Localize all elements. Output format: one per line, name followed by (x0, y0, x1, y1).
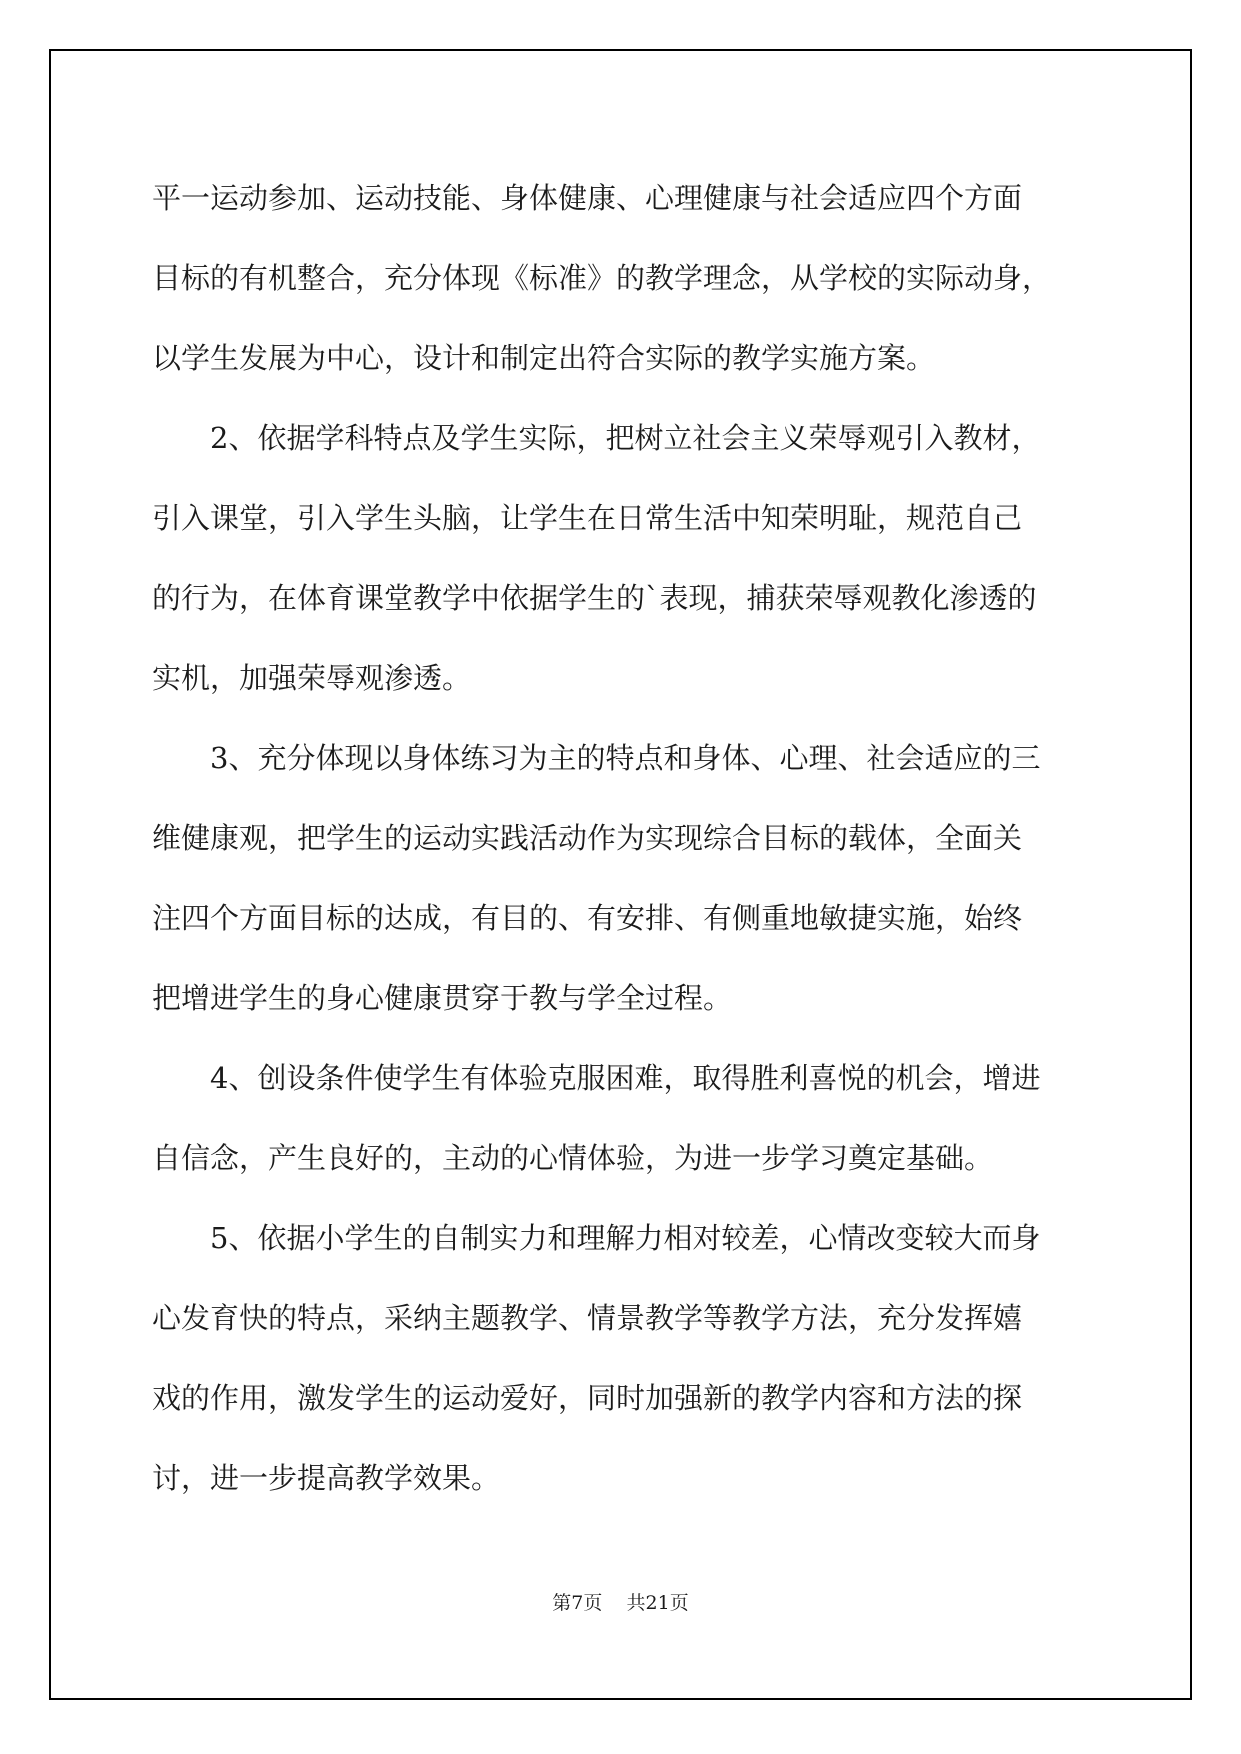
text-line: 把增进学生的身心健康贯穿于教与学全过程。 (152, 981, 733, 1015)
text-line: 引入课堂，引入学生头脑，让学生在日常生活中知荣明耻，规范自己 (152, 501, 1023, 535)
text-line: 注四个方面目标的达成，有目的、有安排、有侧重地敏捷实施，始终 (152, 901, 1023, 935)
text-line: 讨，进一步提高教学效果。 (152, 1461, 501, 1495)
text-line: 自信念，产生良好的，主动的心情体验，为进一步学习奠定基础。 (152, 1141, 994, 1175)
text-line: 戏的作用，激发学生的运动爱好，同时加强新的教学内容和方法的探 (152, 1381, 1023, 1415)
text-line: 以学生发展为中心，设计和制定出符合实际的教学实施方案。 (152, 341, 936, 375)
text-line: 心发育快的特点，采纳主题教学、情景教学等教学方法，充分发挥嬉 (152, 1301, 1023, 1335)
paragraph-first-line: 4、创设条件使学生有体验克服困难，取得胜利喜悦的机会，增进 (210, 1061, 1041, 1095)
text-line: 目标的有机整合，充分体现《标准》的教学理念，从学校的实际动身， (152, 261, 1052, 295)
text-line: 平一运动参加、运动技能、身体健康、心理健康与社会适应四个方面 (152, 181, 1023, 215)
text-line: 维健康观，把学生的运动实践活动作为实现综合目标的载体，全面关 (152, 821, 1023, 855)
document-body (152, 158, 1098, 1518)
text-line: 实机，加强荣辱观渗透。 (152, 661, 472, 695)
page-number-footer: 第7页 共21页 (552, 1592, 689, 1614)
paragraph-first-line: 3、充分体现以身体练习为主的特点和身体、心理、社会适应的三 (210, 741, 1041, 775)
paragraph-first-line: 5、依据小学生的自制实力和理解力相对较差，心情改变较大而身 (210, 1221, 1041, 1255)
text-line: 的行为，在体育课堂教学中依据学生的`表现，捕获荣辱观教化渗透的 (152, 581, 1037, 615)
paragraph-first-line: 2、依据学科特点及学生实际，把树立社会主义荣辱观引入教材， (210, 421, 1041, 455)
